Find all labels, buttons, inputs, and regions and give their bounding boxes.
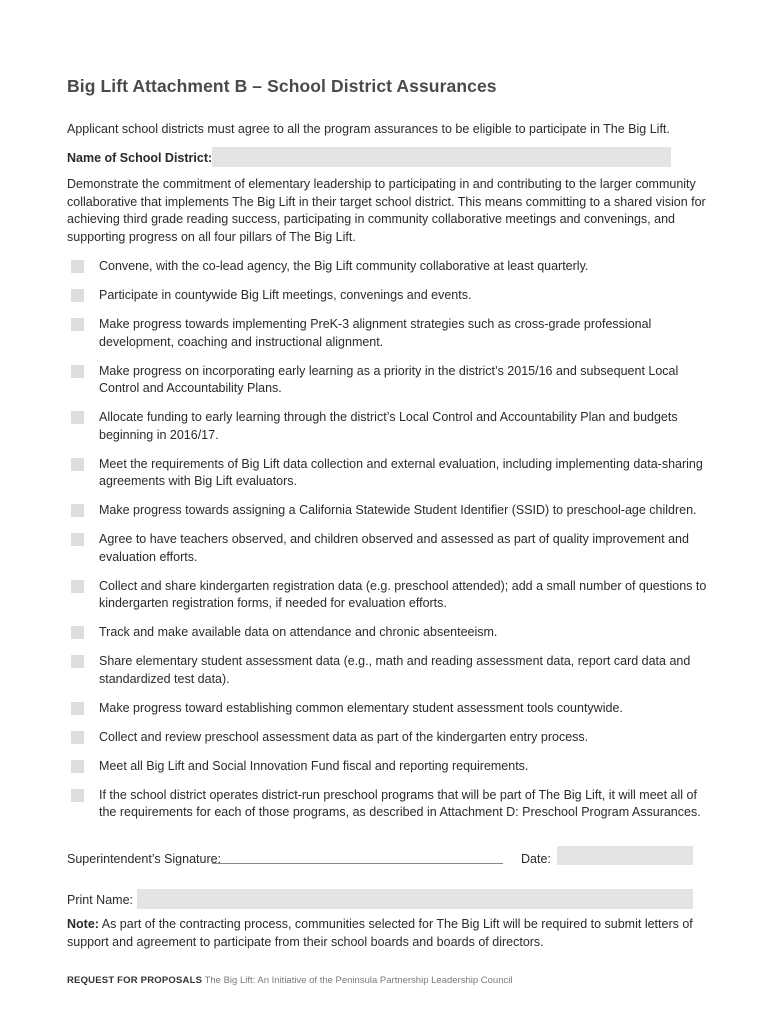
assurance-text: Meet all Big Lift and Social Innovation Fund fiscal and reporting requirements. xyxy=(99,758,529,773)
assurance-text: Make progress toward establishing common elementary student assessment tools countywide. xyxy=(99,700,623,715)
signature-line[interactable] xyxy=(212,863,503,864)
assurance-checkbox[interactable] xyxy=(71,504,84,517)
assurance-checkbox[interactable] xyxy=(71,580,84,593)
assurance-list xyxy=(67,258,707,833)
district-name-label: Name of School District: xyxy=(67,151,213,165)
footer-tagline: The Big Lift: An Initiative of the Peninsula Partnership Leadership Council xyxy=(202,975,513,986)
assurance-text: Share elementary student assessment data (e.g., math and reading assessment data, report card data and standardized test data). xyxy=(99,654,691,686)
assurance-checkbox[interactable] xyxy=(71,760,84,773)
date-label: Date: xyxy=(521,852,551,866)
assurance-item xyxy=(67,653,707,688)
intro-text: Applicant school districts must agree to all the program assurances to be eligible to participate in The Big Lift. xyxy=(67,122,670,136)
assurance-item xyxy=(67,287,707,305)
assurance-text: Allocate funding to early learning through the district’s Local Control and Accountability Plan and budgets beginning in 2016/17. xyxy=(99,410,678,442)
assurance-checkbox[interactable] xyxy=(71,318,84,331)
assurance-checkbox[interactable] xyxy=(71,411,84,424)
assurance-text: Collect and review preschool assessment data as part of the kindergarten entry process. xyxy=(99,729,589,744)
print-name-row xyxy=(67,889,693,911)
assurance-item xyxy=(67,729,707,747)
assurance-text: Track and make available data on attendance and chronic absenteeism. xyxy=(99,625,498,639)
assurance-item xyxy=(67,409,707,444)
assurance-text: Convene, with the co-lead agency, the Big Lift community collaborative at least quarterly. xyxy=(99,259,589,273)
assurance-item xyxy=(67,531,707,566)
assurance-checkbox[interactable] xyxy=(71,260,84,273)
assurance-text: Meet the requirements of Big Lift data collection and external evaluation, including implementing data-sharing agreements with Big Lift evaluators. xyxy=(99,456,703,488)
assurance-checkbox[interactable] xyxy=(71,731,84,744)
assurance-text: Make progress towards assigning a California Statewide Student Identifier (SSID) to preschool-age children. xyxy=(99,503,697,517)
assurance-item xyxy=(67,758,707,776)
assurance-checkbox[interactable] xyxy=(71,626,84,639)
assurance-item xyxy=(67,258,707,276)
assurance-text: If the school district operates district-run preschool programs that will be part of The Big Lift, it will meet all of the requirements for each of those programs, as described in Attachment D: Preschool Program Assurances. xyxy=(99,787,701,819)
note-label: Note: xyxy=(67,917,99,931)
footer-rfp-label: REQUEST FOR PROPOSALS xyxy=(67,975,203,986)
assurance-checkbox[interactable] xyxy=(71,365,84,378)
date-field[interactable] xyxy=(557,846,693,865)
assurance-item xyxy=(67,578,707,613)
district-name-row xyxy=(67,147,671,169)
assurance-item xyxy=(67,787,707,822)
assurance-item xyxy=(67,456,707,491)
page-title: Big Lift Attachment B – School District Assurances xyxy=(67,76,497,96)
assurance-text: Make progress on incorporating early learning as a priority in the district’s 2015/16 and subsequent Local Control and Accountability Plans. xyxy=(99,363,679,395)
note-paragraph xyxy=(67,916,707,951)
assurance-checkbox[interactable] xyxy=(71,702,84,715)
print-name-label: Print Name: xyxy=(67,893,133,907)
assurance-text: Agree to have teachers observed, and children observed and assessed as part of quality improvement and evaluation efforts. xyxy=(99,532,689,564)
assurance-item xyxy=(67,363,707,398)
district-name-field[interactable] xyxy=(212,147,671,167)
assurance-item xyxy=(67,502,707,520)
assurance-checkbox[interactable] xyxy=(71,789,84,802)
note-text: As part of the contracting process, communities selected for The Big Lift will be required to submit letters of support and agreement to participate from their school boards and boards of directors. xyxy=(67,917,693,949)
assurance-checkbox[interactable] xyxy=(71,289,84,302)
assurance-item xyxy=(67,624,707,642)
assurance-text: Participate in countywide Big Lift meetings, convenings and events. xyxy=(99,288,472,302)
assurance-text: Make progress towards implementing PreK-3 alignment strategies such as cross-grade professional development, coaching and instructional alignment. xyxy=(99,317,652,349)
assurance-checkbox[interactable] xyxy=(71,533,84,546)
superintendent-signature-label: Superintendent’s Signature: xyxy=(67,852,222,866)
assurance-checkbox[interactable] xyxy=(71,655,84,668)
signature-row xyxy=(67,846,693,868)
page-footer xyxy=(67,975,512,986)
assurance-item xyxy=(67,316,707,351)
print-name-field[interactable] xyxy=(137,889,693,909)
commitment-description: Demonstrate the commitment of elementary leadership to participating in and contributing to the larger community collaborative that implements The Big Lift in their target school district. This means committing to a shared vision for achieving third grade reading success, participating in community collaborative meetings and convenings, and supporting progress on all four pillars of The Big Lift. xyxy=(67,177,706,244)
assurance-item xyxy=(67,700,707,718)
assurance-text: Collect and share kindergarten registration data (e.g. preschool attended); add a small number of questions to kindergarten registration forms, if needed for evaluation efforts. xyxy=(99,578,707,610)
assurance-checkbox[interactable] xyxy=(71,458,84,471)
